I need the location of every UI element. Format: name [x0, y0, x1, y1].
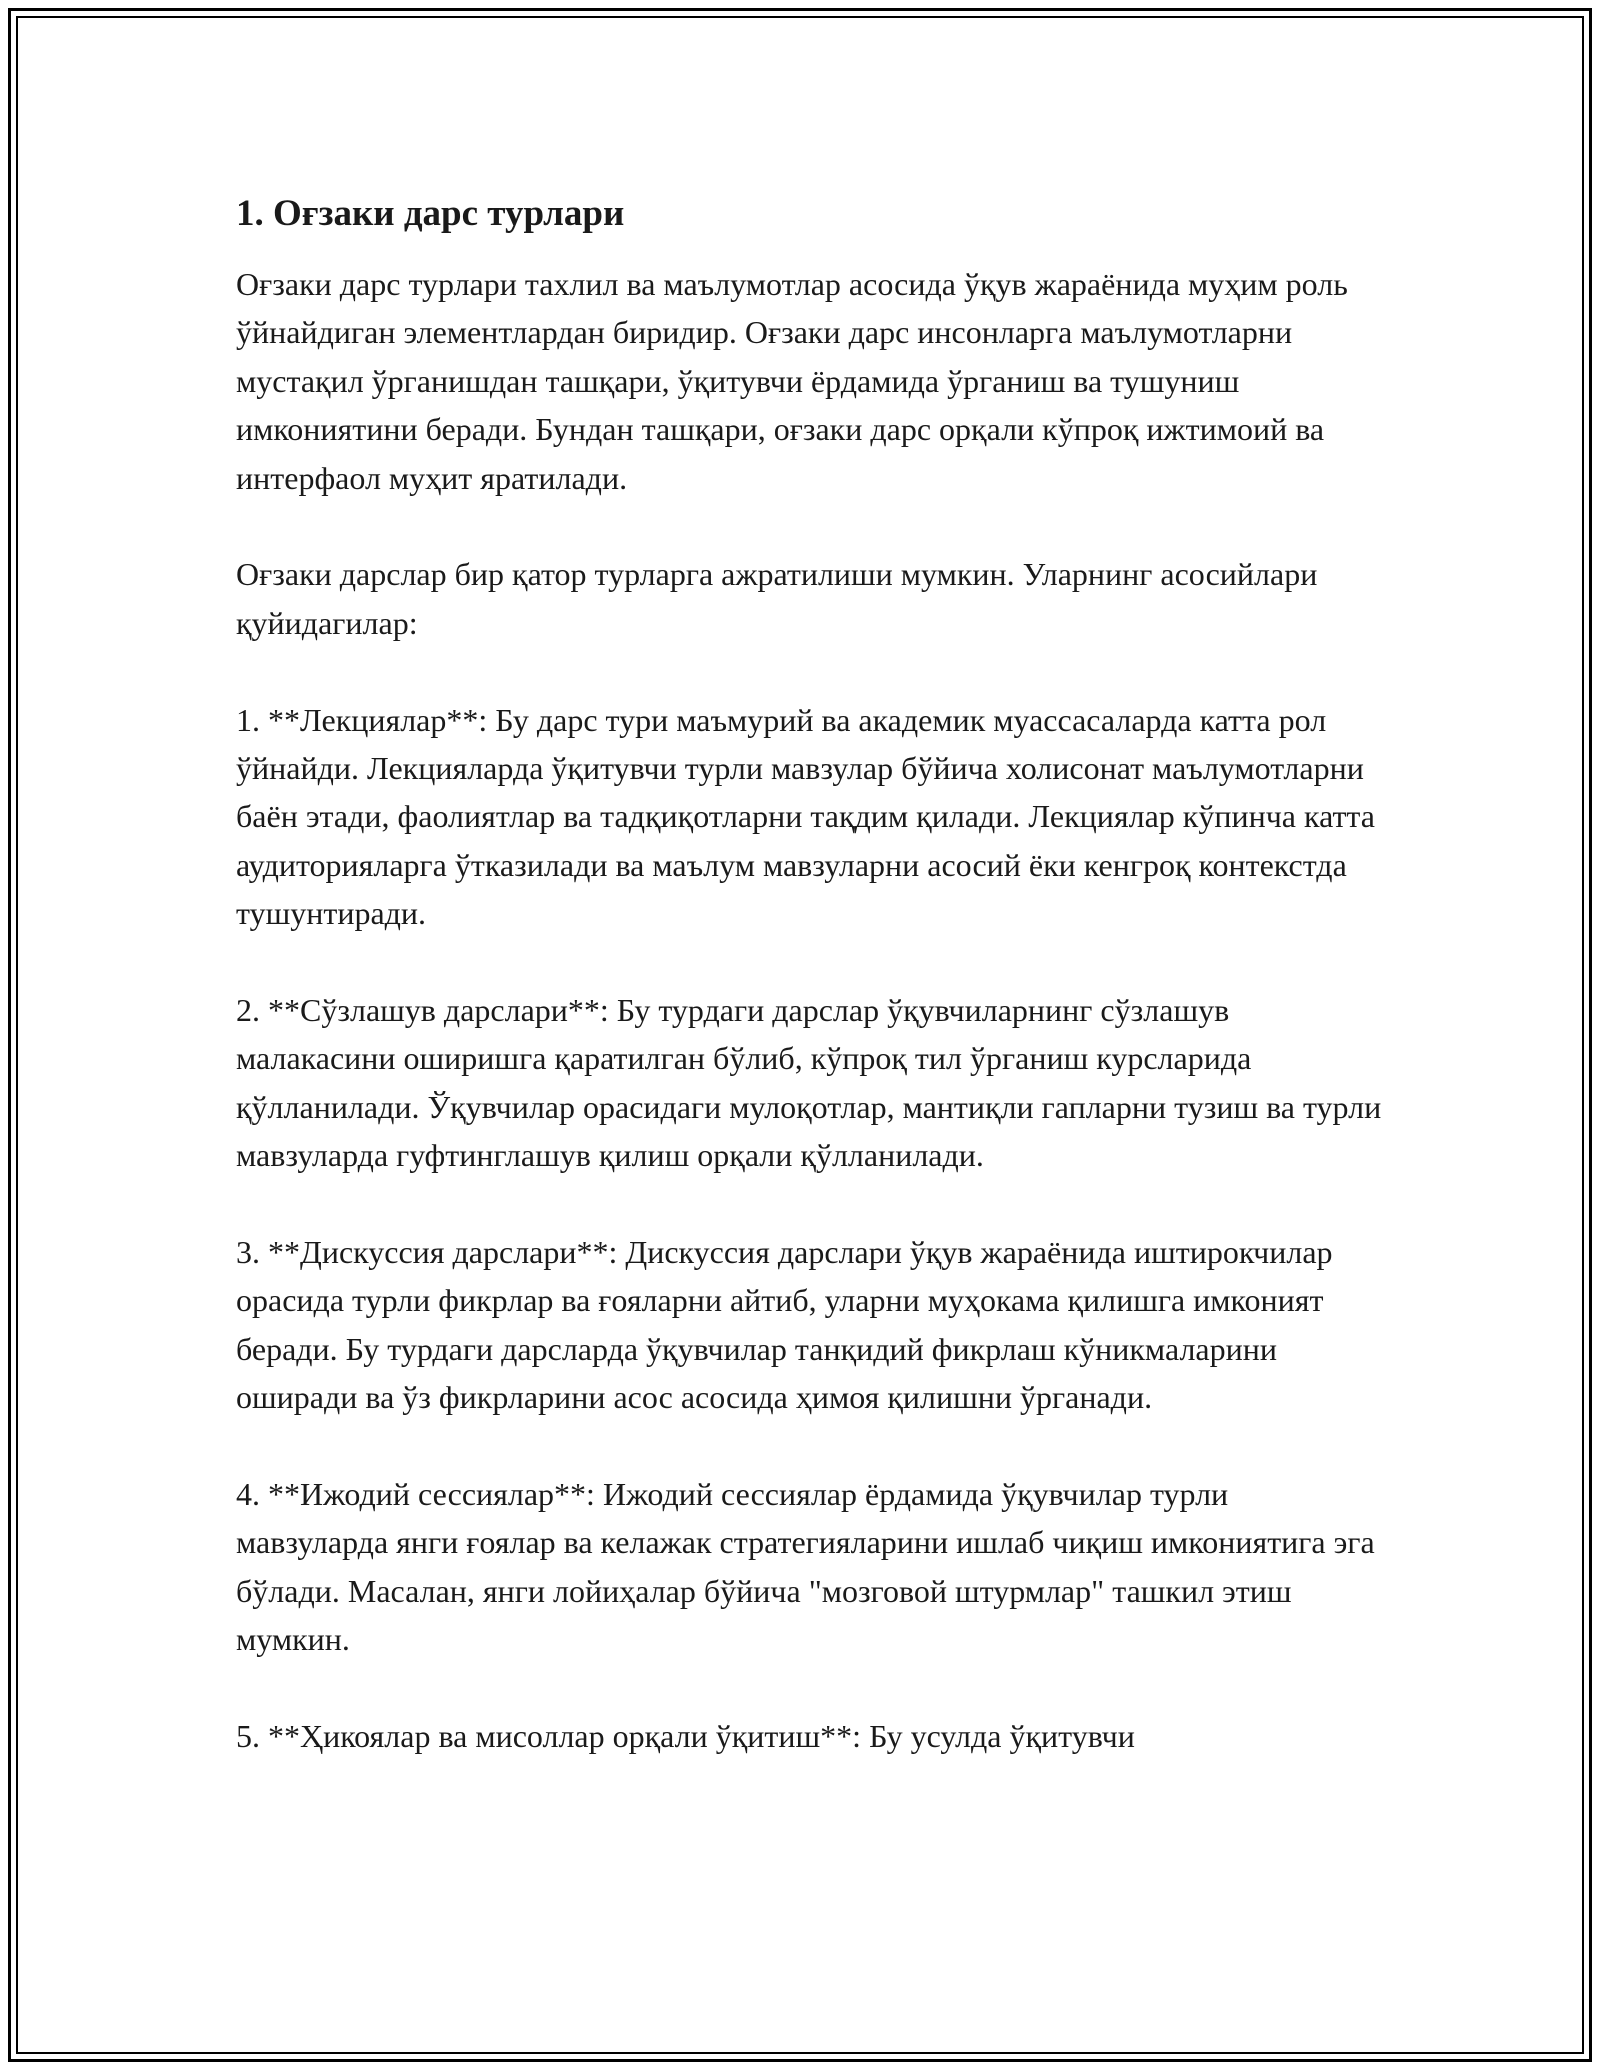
section-heading: 1. Оғзаки дарс турлари [236, 193, 625, 234]
paragraph-types-intro: Оғзаки дарслар бир қатор турларга ажратилиши мумкин. Уларнинг асосийлари қуйидагилар: [236, 556, 1318, 641]
list-item-creative-sessions: 4. **Ижодий сессиялар**: Ижодий сессиялар ёрдамида ўқувчилар турли мавзуларда янги ғоялар ва келажак стратегияларини ишлаб чиқиш имкониятига эга бўлади. Масалан, янги лойиҳалар бўйича "мозговой штурмлар" ташкил этиш мумкин. [236, 1476, 1375, 1658]
document-body [236, 190, 1386, 1809]
list-item-stories: 5. **Ҳикоялар ва мисоллар орқали ўқитиш**: Бу усулда ўқитувчи [236, 1718, 1135, 1755]
list-item-discussion: 3. **Дискуссия дарслари**: Дискуссия дарслари ўқув жараёнида иштирокчилар орасида турли фикрлар ва ғояларни айтиб, уларни муҳокама қилишга имконият беради. Бу турдаги дарсларда ўқувчилар танқидий фикрлаш кўникмаларини оширади ва ўз фикрларини асос асосида ҳимоя қилишни ўрганади. [236, 1234, 1333, 1416]
list-item-lectures: 1. **Лекциялар**: Бу дарс тури маъмурий ва академик муассасаларда катта рол ўйнайди. Лекцияларда ўқитувчи турли мавзулар бўйича холисонат маълумотларни баён этади, фаолиятлар ва тадқиқотларни тақдим қилади. Лекциялар кўпинча катта аудиторияларга ўтказилади ва маълум мавзуларни асосий ёки кенгроқ контекстда тушунтиради. [236, 701, 1375, 932]
paragraph-intro: Оғзаки дарс турлари тахлил ва маълумотлар асосида ўқув жараёнида муҳим роль ўйнайдиган элементлардан биридир. Оғзаки дарс инсонларга маълумотларни мустақил ўрганишдан ташқари, ўқитувчи ёрдамида ўрганиш ва тушуниш имкониятини беради. Бундан ташқари, оғзаки дарс орқали кўпроқ ижтимоий ва интерфаол муҳит яратилади. [236, 266, 1348, 496]
list-item-conversation: 2. **Сўзлашув дарслари**: Бу турдаги дарслар ўқувчиларнинг сўзлашув малакасини оширишга қаратилган бўлиб, кўпроқ тил ўрганиш курсларида қўлланилади. Ўқувчилар орасидаги мулоқотлар, мантиқли гапларни тузиш ва турли мавзуларда гуфтинглашув қилиш орқали қўлланилади. [236, 992, 1382, 1174]
